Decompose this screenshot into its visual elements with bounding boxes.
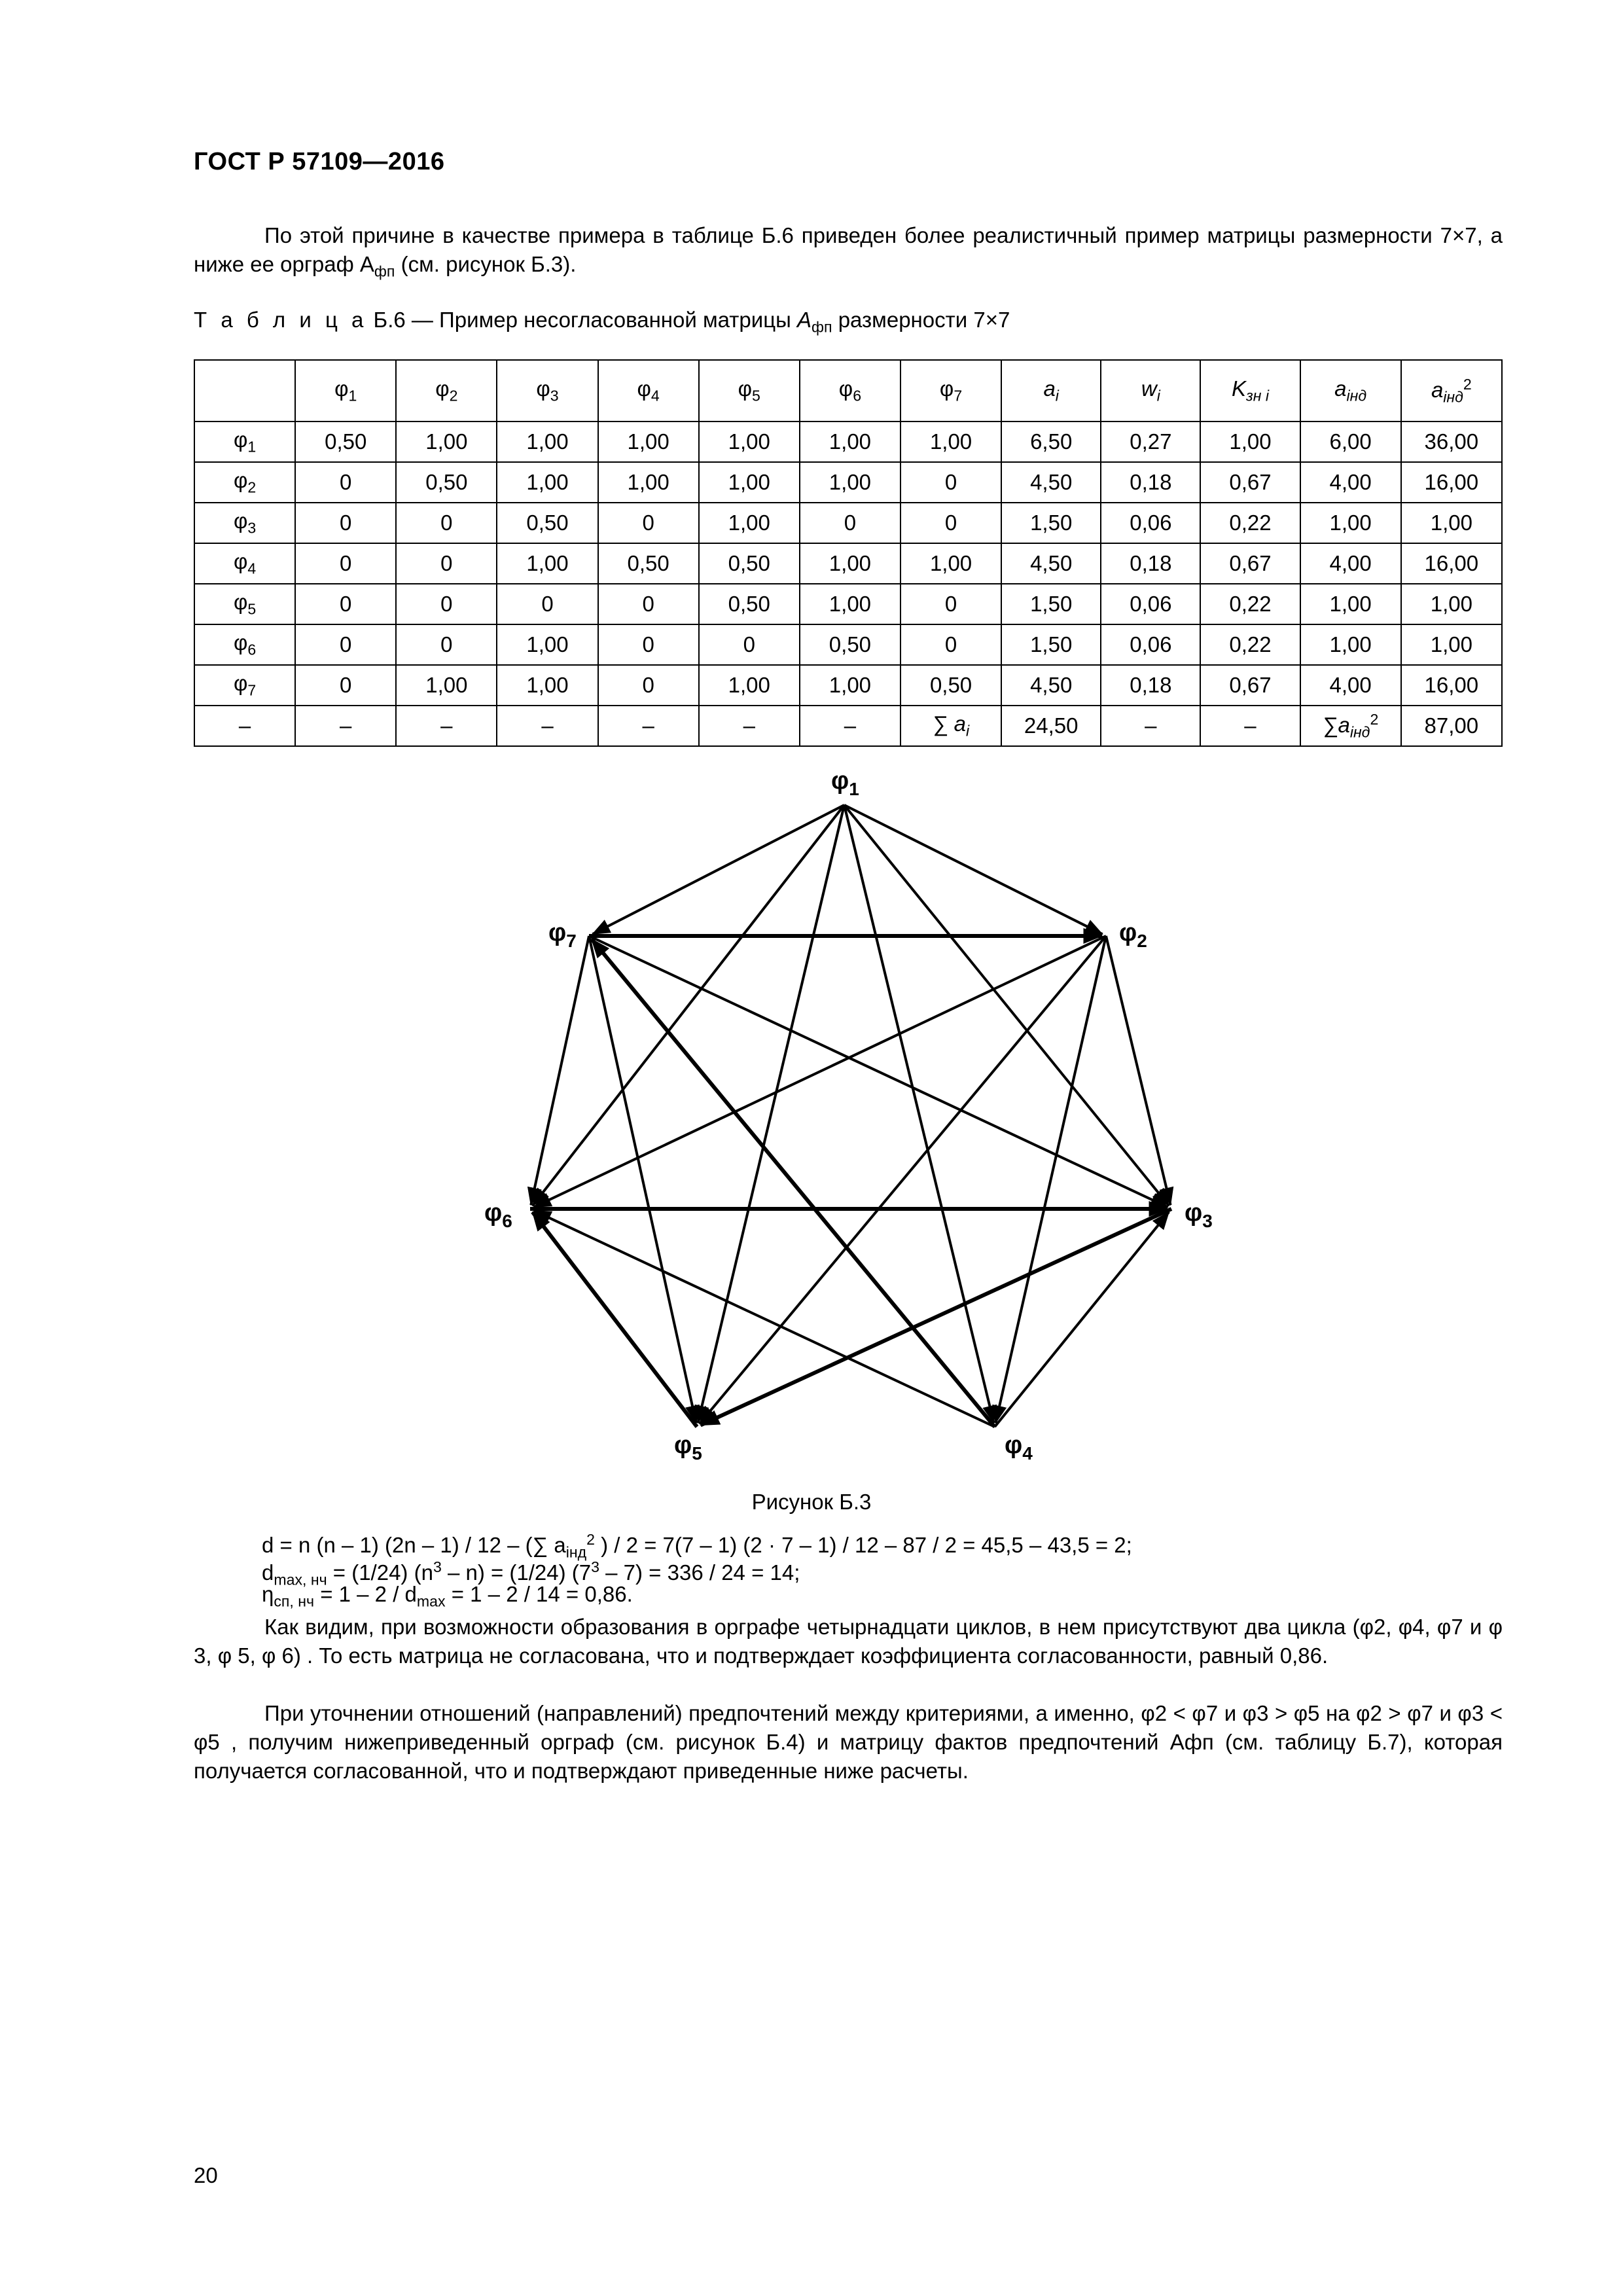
node-label-phi-4 bbox=[1005, 1431, 1033, 1463]
sum-ai-label bbox=[901, 706, 1001, 746]
table-cell: 1,00 bbox=[497, 422, 597, 462]
header-phi-6-base: φ bbox=[838, 376, 853, 401]
table-cell: 0 bbox=[800, 503, 901, 543]
header-kzn bbox=[1200, 360, 1300, 422]
row-label-phi-5 bbox=[194, 584, 295, 624]
table-cell: 1,00 bbox=[901, 422, 1001, 462]
edge-phi4-to-phi3 bbox=[995, 1212, 1169, 1427]
header-aind2-base: a bbox=[1431, 377, 1444, 402]
edge-phi7-to-phi3 bbox=[589, 936, 1168, 1207]
table-cell: 1,00 bbox=[497, 624, 597, 665]
intro-tail: (см. рисунок Б.3). bbox=[395, 252, 577, 276]
table-cell: 0,50 bbox=[699, 584, 800, 624]
sum-ai-sub: i bbox=[966, 722, 970, 740]
table-cell: 1,00 bbox=[800, 543, 901, 584]
row-label-phi-2-sub: 2 bbox=[247, 478, 257, 496]
total-row-dash: – bbox=[699, 706, 800, 746]
table-cell: 0,18 bbox=[1101, 462, 1200, 503]
table-cell: 0,22 bbox=[1200, 624, 1300, 665]
edge-phi2-to-phi3 bbox=[1106, 936, 1171, 1205]
total-row-dash: – bbox=[194, 706, 295, 746]
table-caption-text: Б.6 — Пример несогласованной матрицы bbox=[367, 308, 797, 332]
row-label-phi-3-sub: 3 bbox=[247, 519, 257, 537]
formula-dmax-mid: = (1/24) (n bbox=[327, 1560, 433, 1585]
table-cell: 0,22 bbox=[1200, 584, 1300, 624]
table-caption bbox=[194, 308, 1010, 336]
node-label-sub: 1 bbox=[849, 779, 859, 799]
table-cell: 1,00 bbox=[1300, 503, 1401, 543]
table-cell: 0 bbox=[295, 503, 396, 543]
sum-aind-symbol: ∑a bbox=[1322, 712, 1350, 737]
table-cell: 1,00 bbox=[1200, 422, 1300, 462]
standard-title: ГОСТ Р 57109—2016 bbox=[194, 148, 445, 175]
table-cell: 0,50 bbox=[901, 665, 1001, 706]
table-cell: 0 bbox=[497, 584, 597, 624]
header-wi-sub: i bbox=[1156, 387, 1160, 404]
formula-eta bbox=[262, 1581, 633, 1615]
table-header-row bbox=[194, 360, 1502, 422]
table-caption-symbol: A bbox=[797, 308, 812, 332]
node-label-phi-3 bbox=[1185, 1199, 1213, 1231]
header-aind2 bbox=[1401, 360, 1502, 422]
table-cell: 6,50 bbox=[1001, 422, 1101, 462]
total-row-dash: – bbox=[598, 706, 699, 746]
edge-phi1-to-phi2 bbox=[844, 805, 1103, 934]
table-cell: 0 bbox=[295, 462, 396, 503]
table-cell: 0 bbox=[598, 665, 699, 706]
row-label-phi-3-base: φ bbox=[233, 509, 248, 533]
row-label-phi-1-sub: 1 bbox=[247, 438, 257, 456]
node-label-sub: 4 bbox=[1022, 1443, 1033, 1463]
table-cell: 0 bbox=[901, 503, 1001, 543]
header-aind-base: a bbox=[1334, 376, 1347, 401]
intro-text: По этой причине в качестве примера в таблице Б.6 приведен более реалистичный пример матрицы размерности 7×7, а ниже ее орграф A bbox=[194, 223, 1503, 276]
table-cell: 1,00 bbox=[699, 503, 800, 543]
node-label-phi-7 bbox=[548, 919, 577, 951]
edge-phi3-to-phi5 bbox=[700, 1209, 1171, 1425]
table-cell: 1,00 bbox=[699, 422, 800, 462]
sum-ai-value: 24,50 bbox=[1001, 706, 1101, 746]
header-phi-2-base: φ bbox=[435, 376, 450, 401]
table-cell: 0 bbox=[295, 665, 396, 706]
header-phi-3-sub: 3 bbox=[550, 387, 559, 404]
header-phi-7-base: φ bbox=[939, 376, 954, 401]
header-wi-base: w bbox=[1141, 376, 1157, 401]
sum-ai-symbol: ∑ a bbox=[932, 711, 966, 736]
matrix-body bbox=[194, 360, 1502, 746]
table-cell: 0,50 bbox=[295, 422, 396, 462]
header-ai-base: a bbox=[1043, 376, 1056, 401]
header-aind2-sup: 2 bbox=[1463, 375, 1472, 393]
node-label-sub: 2 bbox=[1137, 931, 1147, 951]
table-cell: 0,50 bbox=[699, 543, 800, 584]
table-cell: 1,00 bbox=[901, 543, 1001, 584]
total-row-dash: – bbox=[1101, 706, 1200, 746]
table-cell: 0 bbox=[396, 503, 497, 543]
table-cell: 0 bbox=[295, 543, 396, 584]
formula-dmax-sub: max, нч bbox=[274, 1571, 327, 1588]
sum-aind-value: 87,00 bbox=[1401, 706, 1502, 746]
table-cell: 0,18 bbox=[1101, 543, 1200, 584]
formula-eta-mid: = 1 – 2 / d bbox=[314, 1582, 417, 1606]
row-label-phi-7 bbox=[194, 665, 295, 706]
node-label-sub: 3 bbox=[1202, 1211, 1213, 1231]
header-phi-6-sub: 6 bbox=[853, 387, 862, 404]
table-cell: 4,50 bbox=[1001, 543, 1101, 584]
header-phi-7-sub: 7 bbox=[954, 387, 963, 404]
table-cell: 1,00 bbox=[1300, 584, 1401, 624]
sum-aind-sub: iнд bbox=[1349, 723, 1370, 741]
header-phi-6 bbox=[800, 360, 901, 422]
table-row bbox=[194, 584, 1502, 624]
header-aind2-sub: iнд bbox=[1443, 388, 1463, 406]
table-cell: 0 bbox=[295, 584, 396, 624]
total-row-dash: – bbox=[497, 706, 597, 746]
formula-d-text: d = n (n – 1) (2n – 1) / 12 – (∑ a bbox=[262, 1533, 566, 1557]
table-cell: 1,00 bbox=[396, 665, 497, 706]
header-phi-4 bbox=[598, 360, 699, 422]
cycles-text: Как видим, при возможности образования в орграфе четырнадцати циклов, в нем присутствуют два цикла (φ2, φ4, φ7 и φ 3, φ 5, φ 6) . То есть матрица не согласована, что и подтверждает коэффициента согласованности, равный 0,86. bbox=[194, 1615, 1503, 1668]
table-cell: 0,50 bbox=[598, 543, 699, 584]
table-cell: 1,00 bbox=[396, 422, 497, 462]
table-cell: 4,00 bbox=[1300, 665, 1401, 706]
table-cell: 0 bbox=[699, 624, 800, 665]
table-cell: 1,00 bbox=[699, 665, 800, 706]
row-label-phi-3 bbox=[194, 503, 295, 543]
header-phi-1 bbox=[295, 360, 396, 422]
table-cell: 1,00 bbox=[800, 462, 901, 503]
table-cell: 0 bbox=[598, 624, 699, 665]
header-aind-sub: iнд bbox=[1346, 387, 1367, 404]
table-cell: 1,00 bbox=[497, 462, 597, 503]
header-phi-2 bbox=[396, 360, 497, 422]
table-cell: 1,00 bbox=[699, 462, 800, 503]
table-row bbox=[194, 543, 1502, 584]
row-label-phi-5-sub: 5 bbox=[247, 600, 257, 618]
table-row bbox=[194, 624, 1502, 665]
table-caption-tail: размерности 7×7 bbox=[832, 308, 1010, 332]
node-label-phi-2 bbox=[1119, 919, 1147, 951]
table-cell: 1,50 bbox=[1001, 503, 1101, 543]
header-phi-3-base: φ bbox=[536, 376, 550, 401]
table-cell: 0 bbox=[598, 584, 699, 624]
header-phi-5-sub: 5 bbox=[752, 387, 760, 404]
header-empty-cell bbox=[194, 360, 295, 422]
sum-aind-sup: 2 bbox=[1370, 710, 1379, 728]
formula-d-tail: ) / 2 = 7(7 – 1) (2 · 7 – 1) / 12 – 87 / 2 = 45,5 – 43,5 = 2; bbox=[594, 1533, 1132, 1557]
intro-paragraph bbox=[194, 221, 1503, 286]
row-label-phi-6-base: φ bbox=[233, 630, 248, 655]
row-label-phi-2 bbox=[194, 462, 295, 503]
node-label-sub: 7 bbox=[566, 931, 577, 951]
table-cell: 16,00 bbox=[1401, 543, 1502, 584]
header-aind bbox=[1300, 360, 1401, 422]
edge-phi1-to-phi7 bbox=[592, 805, 844, 934]
table-cell: 16,00 bbox=[1401, 665, 1502, 706]
table-cell: 1,00 bbox=[800, 584, 901, 624]
edge-phi4-to-phi7 bbox=[592, 939, 995, 1427]
node-label-phi-5 bbox=[674, 1431, 702, 1463]
table-cell: 0,27 bbox=[1101, 422, 1200, 462]
table-cell: 1,00 bbox=[800, 665, 901, 706]
intro-sub: фп bbox=[374, 262, 395, 280]
header-phi-7 bbox=[901, 360, 1001, 422]
row-label-phi-4-base: φ bbox=[233, 549, 248, 574]
table-cell: 1,00 bbox=[598, 462, 699, 503]
header-kzn-sub: зн i bbox=[1245, 387, 1269, 404]
table-cell: 0,50 bbox=[497, 503, 597, 543]
preference-matrix-table bbox=[194, 359, 1503, 747]
node-label-base: φ bbox=[484, 1199, 503, 1227]
table-cell: 0,50 bbox=[396, 462, 497, 503]
header-phi-2-sub: 2 bbox=[449, 387, 458, 404]
refinement-paragraph bbox=[194, 1699, 1503, 1785]
node-label-base: φ bbox=[674, 1431, 692, 1459]
row-label-phi-6-sub: 6 bbox=[247, 641, 257, 658]
table-cell: 1,00 bbox=[1401, 503, 1502, 543]
table-cell: 16,00 bbox=[1401, 462, 1502, 503]
formula-eta-tail: = 1 – 2 / 14 = 0,86. bbox=[445, 1582, 633, 1606]
row-label-phi-1-base: φ bbox=[233, 427, 248, 452]
row-label-phi-5-base: φ bbox=[233, 590, 248, 615]
formula-eta-sub2: max bbox=[416, 1592, 446, 1610]
page-number: 20 bbox=[194, 2163, 218, 2187]
table-row bbox=[194, 503, 1502, 543]
row-label-phi-4-sub: 4 bbox=[247, 560, 257, 577]
table-cell: 1,00 bbox=[1401, 584, 1502, 624]
table-cell: 0,67 bbox=[1200, 462, 1300, 503]
table-cell: 1,50 bbox=[1001, 624, 1101, 665]
table-cell: 1,00 bbox=[497, 543, 597, 584]
formula-d-sub: iнд bbox=[565, 1543, 587, 1561]
table-cell: 0,06 bbox=[1101, 624, 1200, 665]
row-label-phi-1 bbox=[194, 422, 295, 462]
node-label-base: φ bbox=[831, 769, 849, 795]
total-row-dash: – bbox=[396, 706, 497, 746]
node-label-phi-6 bbox=[484, 1199, 512, 1231]
node-label-sub: 5 bbox=[692, 1443, 702, 1463]
header-phi-4-sub: 4 bbox=[651, 387, 660, 404]
table-cell: 4,00 bbox=[1300, 462, 1401, 503]
formula-dmax-tail: – 7) = 336 / 24 = 14; bbox=[599, 1560, 800, 1585]
table-cell: 0,67 bbox=[1200, 665, 1300, 706]
table-cell: 1,00 bbox=[598, 422, 699, 462]
header-phi-5-base: φ bbox=[738, 376, 753, 401]
table-row bbox=[194, 422, 1502, 462]
formula-dmax-base: d bbox=[262, 1560, 274, 1585]
table-cell: 6,00 bbox=[1300, 422, 1401, 462]
edge-phi2-to-phi5 bbox=[700, 936, 1106, 1424]
edge-phi7-to-phi5 bbox=[589, 936, 696, 1423]
node-label-base: φ bbox=[1185, 1199, 1203, 1227]
node-label-base: φ bbox=[1119, 919, 1137, 946]
total-row-dash: – bbox=[800, 706, 901, 746]
formula-dmax-sup2: 3 bbox=[591, 1558, 599, 1575]
table-cell: 0,67 bbox=[1200, 543, 1300, 584]
formula-eta-base: η bbox=[262, 1582, 274, 1606]
formula-eta-sub: сп, нч bbox=[274, 1592, 315, 1610]
table-cell: 0 bbox=[396, 584, 497, 624]
table-cell: 0 bbox=[901, 462, 1001, 503]
node-label-phi-1 bbox=[831, 769, 859, 799]
table-cell: 36,00 bbox=[1401, 422, 1502, 462]
table-row bbox=[194, 665, 1502, 706]
table-cell: 0,18 bbox=[1101, 665, 1200, 706]
table-cell: 1,00 bbox=[1401, 624, 1502, 665]
header-ai-sub: i bbox=[1055, 387, 1059, 404]
table-cell: 0 bbox=[295, 624, 396, 665]
formula-dmax-sup: 3 bbox=[433, 1558, 442, 1575]
cycles-paragraph bbox=[194, 1613, 1503, 1670]
sum-aind-label bbox=[1300, 706, 1401, 746]
row-label-phi-6 bbox=[194, 624, 295, 665]
total-row-dash: – bbox=[295, 706, 396, 746]
edge-phi7-to-phi6 bbox=[531, 936, 589, 1205]
node-label-sub: 6 bbox=[502, 1211, 512, 1231]
row-label-phi-7-sub: 7 bbox=[247, 681, 257, 699]
table-cell: 0,50 bbox=[800, 624, 901, 665]
table-cell: 4,50 bbox=[1001, 665, 1101, 706]
digraph-edges bbox=[530, 805, 1171, 1427]
header-phi-3 bbox=[497, 360, 597, 422]
table-caption-label: Т а б л и ц а bbox=[194, 308, 368, 332]
table-cell: 4,00 bbox=[1300, 543, 1401, 584]
table-cell: 0 bbox=[598, 503, 699, 543]
formula-dmax-mid2: – n) = (1/24) (7 bbox=[441, 1560, 592, 1585]
table-cell: 0 bbox=[901, 624, 1001, 665]
refinement-text: При уточнении отношений (направлений) предпочтений между критериями, а именно, φ2 < φ7 и φ3 > φ5 на φ2 > φ7 и φ3 < φ5 , получим нижеприведенный орграф (см. рисунок Б.4) и матрицу фактов предпочтений Aфп (см. таблицу Б.7), которая получается согласованной, что и подтверждают приведенные ниже расчеты. bbox=[194, 1701, 1503, 1783]
header-phi-4-base: φ bbox=[637, 376, 651, 401]
edge-phi2-to-phi4 bbox=[995, 936, 1106, 1423]
header-ai bbox=[1001, 360, 1101, 422]
table-row bbox=[194, 462, 1502, 503]
table-cell: 0 bbox=[901, 584, 1001, 624]
table-cell: 0,22 bbox=[1200, 503, 1300, 543]
table-cell: 1,50 bbox=[1001, 584, 1101, 624]
table-cell: 0 bbox=[396, 624, 497, 665]
header-wi bbox=[1101, 360, 1200, 422]
table-total-row bbox=[194, 706, 1502, 746]
figure-caption: Рисунок Б.3 bbox=[751, 1490, 872, 1514]
table-cell: 0,06 bbox=[1101, 503, 1200, 543]
table-cell: 1,00 bbox=[1300, 624, 1401, 665]
row-label-phi-4 bbox=[194, 543, 295, 584]
table-cell: 0,06 bbox=[1101, 584, 1200, 624]
table-cell: 1,00 bbox=[497, 665, 597, 706]
node-label-base: φ bbox=[548, 919, 567, 946]
table-cell: 0 bbox=[396, 543, 497, 584]
node-label-base: φ bbox=[1005, 1431, 1023, 1459]
row-label-phi-7-base: φ bbox=[233, 671, 248, 696]
digraph-figure bbox=[458, 769, 1270, 1489]
formula-d-sup: 2 bbox=[586, 1531, 595, 1548]
total-row-dash: – bbox=[1200, 706, 1300, 746]
row-label-phi-2-base: φ bbox=[233, 468, 248, 493]
header-phi-1-sub: 1 bbox=[348, 387, 357, 404]
header-kzn-base: K bbox=[1231, 376, 1246, 401]
table-cell: 4,50 bbox=[1001, 462, 1101, 503]
table-caption-sub: фп bbox=[812, 318, 832, 336]
table-cell: 1,00 bbox=[800, 422, 901, 462]
header-phi-5 bbox=[699, 360, 800, 422]
header-phi-1-base: φ bbox=[334, 376, 349, 401]
